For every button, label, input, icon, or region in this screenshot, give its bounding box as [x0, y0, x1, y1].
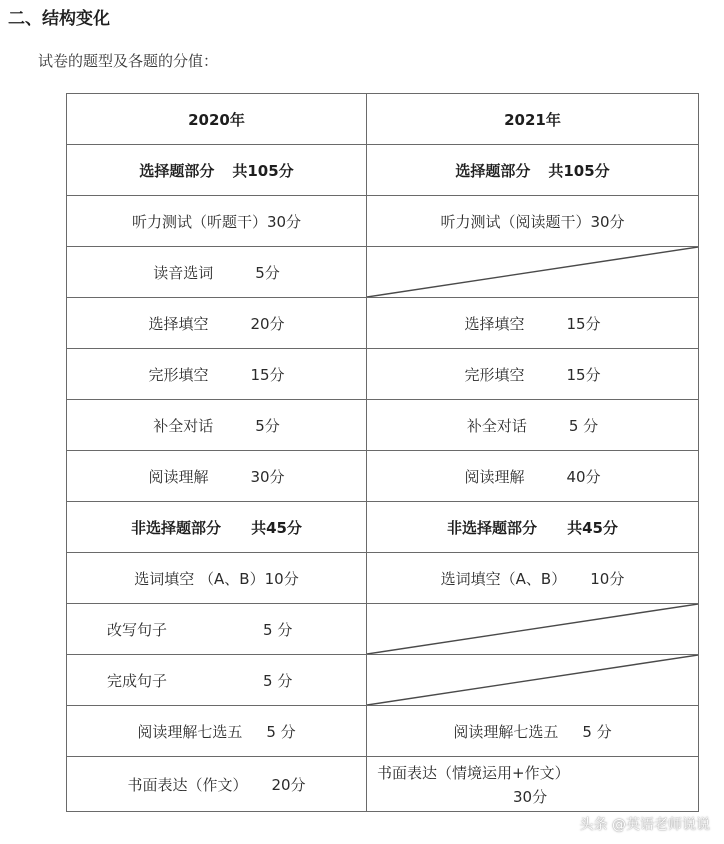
cell-2021: 阅读理解 40分: [367, 451, 699, 502]
removed-cell-2021: [367, 655, 699, 706]
table-row: [67, 247, 699, 298]
cell-2021: [367, 757, 699, 812]
cell-2020: 选择填空 20分: [67, 298, 367, 349]
cell-2020: 完成句子 5 分: [67, 655, 367, 706]
header-2020: 2020年: [67, 94, 367, 145]
cell-2020: 阅读理解 30分: [67, 451, 367, 502]
cell-2021: 选词填空（A、B） 10分: [367, 553, 699, 604]
cell-2020: 完形填空 15分: [67, 349, 367, 400]
cell-2021: 选择填空 15分: [367, 298, 699, 349]
intro-text: 试卷的题型及各题的分值：: [38, 52, 219, 70]
cell-2021-name: 书面表达（情境运用+作文）: [377, 764, 570, 782]
table-row: [67, 604, 699, 655]
header-2021: 2021年: [367, 94, 699, 145]
table-row: [67, 706, 699, 757]
table-row: [67, 196, 699, 247]
cell-2020: 阅读理解七选五 5 分: [67, 706, 367, 757]
table-row: [67, 400, 699, 451]
cell-2020: 听力测试（听题干） 30分: [67, 196, 367, 247]
cell-2020: 改写句子 5 分: [67, 604, 367, 655]
cell-2020: 读音选词 5分: [67, 247, 367, 298]
section-cell-2021: 非选择题部分 共45分: [367, 502, 699, 553]
table-row: [67, 757, 699, 812]
cell-2021: 听力测试（阅读题干） 30分: [367, 196, 699, 247]
table-row: [67, 553, 699, 604]
table-row: [67, 655, 699, 706]
cell-2020: 补全对话 5分: [67, 400, 367, 451]
section-cell-2020: 非选择题部分 共45分: [67, 502, 367, 553]
table-header-row: [67, 94, 699, 145]
cell-2021: 阅读理解七选五 5 分: [367, 706, 699, 757]
cell-2021: 完形填空 15分: [367, 349, 699, 400]
removed-cell-2021: [367, 604, 699, 655]
table-row: [67, 298, 699, 349]
section-cell-2021: 选择题部分 共105分: [367, 145, 699, 196]
cell-2020: 书面表达（作文） 20分: [67, 757, 367, 812]
table-row: [67, 349, 699, 400]
table-row: [67, 451, 699, 502]
cell-2021: 补全对话 5 分: [367, 400, 699, 451]
cell-2020: 选词填空 （A、B） 10分: [67, 553, 367, 604]
removed-cell-2021: [367, 247, 699, 298]
section-heading: 二、结构变化: [8, 9, 110, 29]
section-cell-2020: 选择题部分 共105分: [67, 145, 367, 196]
cell-2021-score: 30分: [513, 788, 548, 806]
section-row-nonchoice: [67, 502, 699, 553]
watermark: 头条 @英语老师说说: [579, 817, 710, 833]
section-row-choice: [67, 145, 699, 196]
score-comparison-table: [66, 93, 699, 812]
